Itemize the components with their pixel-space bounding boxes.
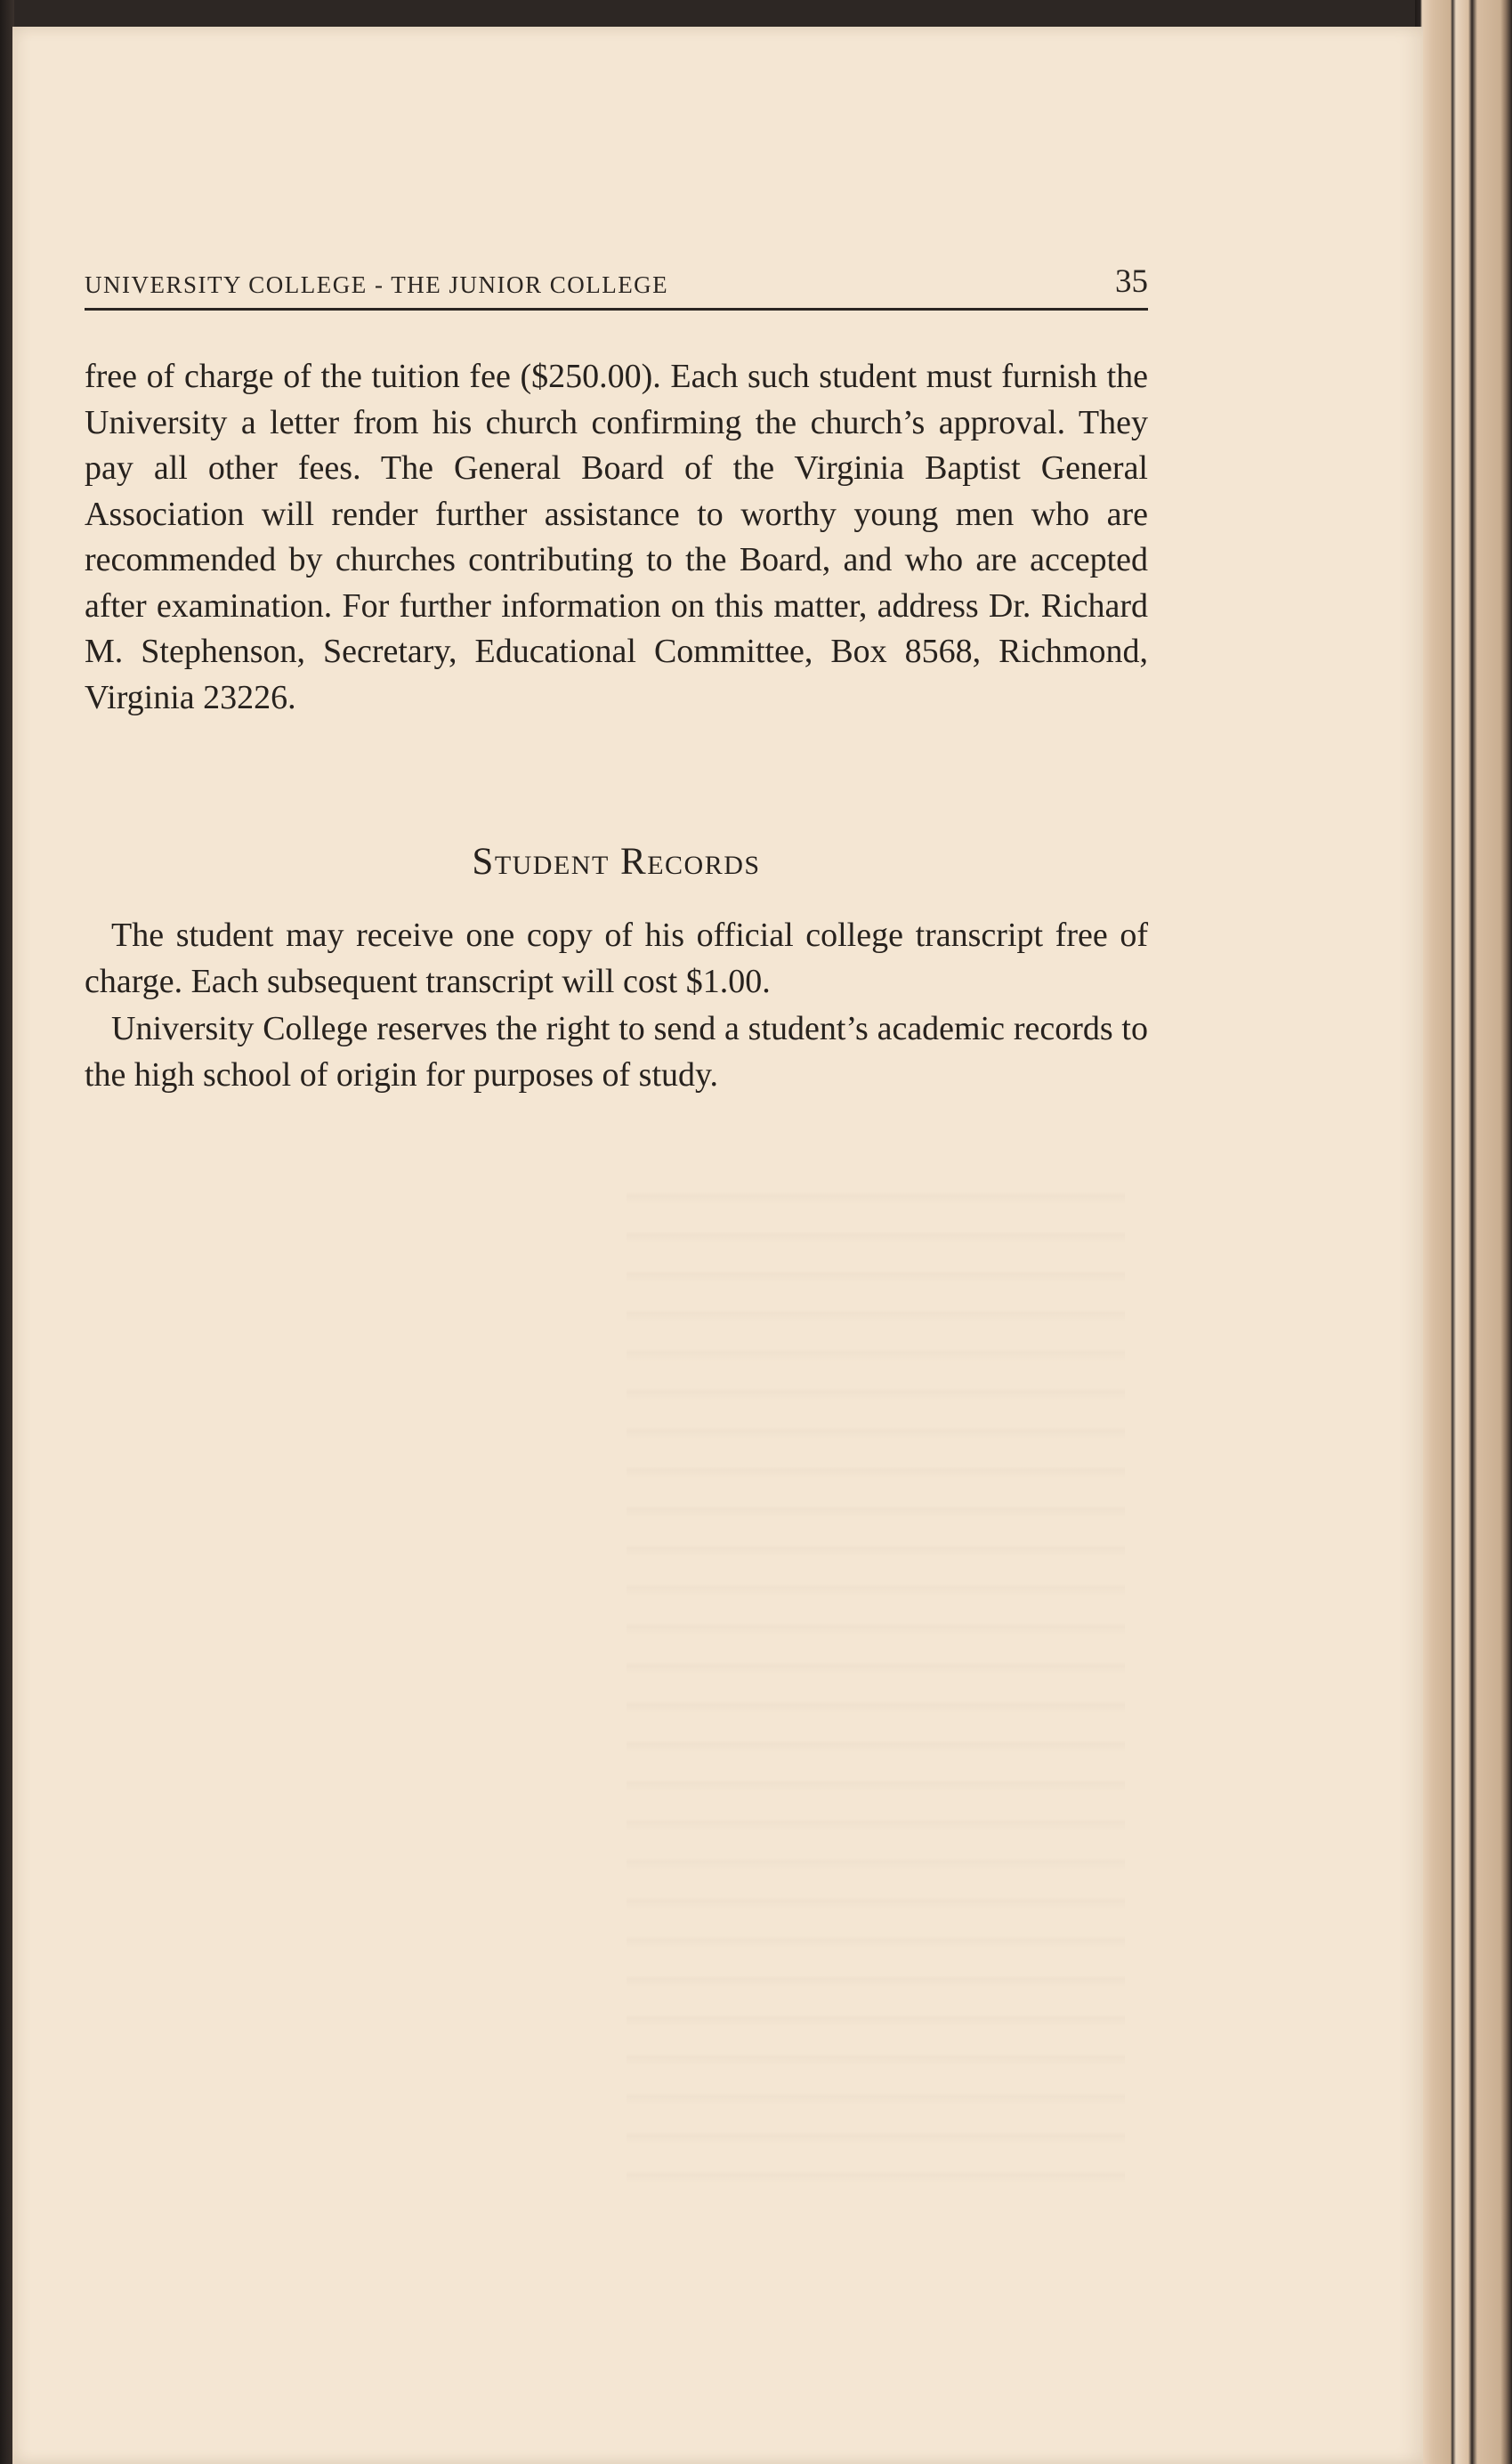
running-header-title: UNIVERSITY COLLEGE - THE JUNIOR COLLEGE [85, 271, 669, 298]
page-number: 35 [1115, 263, 1148, 300]
paragraph-transcript: The student may receive one copy of his official college transcript free of charge. Each subsequent transcript will cost $1.00. [85, 917, 1148, 1000]
running-header [85, 263, 1148, 311]
paragraph-tuition-assistance: free of charge of the tuition fee ($250.00). Each such student must furnish the University a letter from his church confirming the church’s approval. They pay all other fees. The General Board of the Virginia Baptist General Association will render further assistance to worthy young men who are recommended by churches contributing to the Board, and who are accepted after examination. For further information on this matter, address Dr. Richard M. Stephenson, Secretary, Educational Committee, Box 8568, Richmond, Virginia 23226. [85, 358, 1148, 716]
paragraph-academic-records: University College reserves the right to send a student’s academic records to the high school of origin for purposes of study. [85, 1010, 1148, 1094]
page-stack-edges [1415, 0, 1512, 2464]
show-through-from-reverse [627, 1166, 1125, 2189]
section-heading-student-records: Student Records [472, 841, 761, 883]
